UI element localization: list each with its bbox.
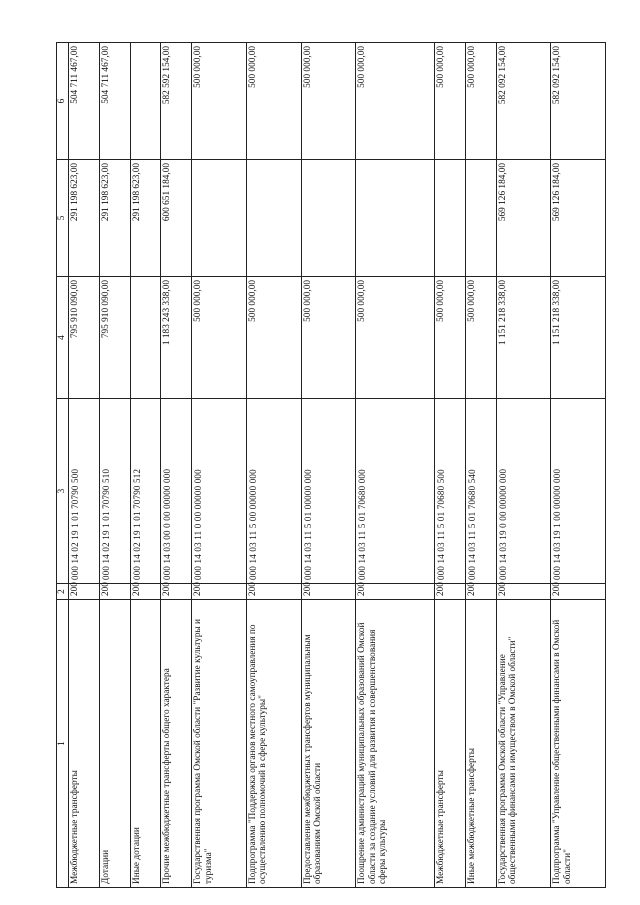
executed-amount: 569 126 184,00 [496,160,551,277]
unexecuted-amount [130,43,161,160]
line-code: 200 [301,584,356,600]
approved-budget: 1 151 218 338,00 [496,277,551,399]
row-name: Подпрограмма "Управление общественными финансами в Омской области" [551,600,606,888]
row-name: Иные дотации [130,600,161,888]
row-name: Предоставление межбюджетных трансфертов муниципальным образованиям Омской области [301,600,356,888]
approved-budget: 1 151 218 338,00 [551,277,606,399]
line-code: 200 [356,584,435,600]
row-name: Иные межбюджетные трансферты [465,600,496,888]
table-row [130,43,161,888]
table-row [161,43,192,888]
column-header-name: 1 [57,600,69,888]
table-row [356,43,435,888]
unexecuted-amount: 500 000,00 [301,43,356,160]
approved-budget: 500 000,00 [301,277,356,399]
classification-code: 000 14 03 19 1 00 00000 000 [551,399,606,584]
budget-table-container [56,43,606,888]
approved-budget: 500 000,00 [192,277,247,399]
executed-amount: 291 198 623,00 [99,160,130,277]
unexecuted-amount: 504 711 467,00 [99,43,130,160]
executed-amount [301,160,356,277]
classification-code: 000 14 03 11 5 01 00000 000 [301,399,356,584]
line-code: 200 [465,584,496,600]
table-row [551,43,606,888]
line-code: 200 [192,584,247,600]
classification-code: 000 14 03 11 5 01 70680 000 [356,399,435,584]
form-label [24,20,40,860]
classification-code: 000 14 03 19 0 00 00000 000 [496,399,551,584]
executed-amount [356,160,435,277]
line-code: 200 [99,584,130,600]
unexecuted-amount: 500 000,00 [192,43,247,160]
executed-amount: 569 126 184,00 [551,160,606,277]
line-code: 200 [551,584,606,600]
executed-amount [434,160,465,277]
approved-budget: 500 000,00 [356,277,435,399]
line-code: 200 [161,584,192,600]
executed-amount: 291 198 623,00 [69,160,100,277]
row-name: Государственная программа Омской области "Управление общественными финансами и имуществом в Омской области" [496,600,551,888]
executed-amount [465,160,496,277]
line-code: 200 [130,584,161,600]
approved-budget: 500 000,00 [465,277,496,399]
line-code: 200 [246,584,301,600]
row-name: Государственная программа Омской области "Развитие культуры и туризма" [192,600,247,888]
classification-code: 000 14 03 11 5 01 70680 500 [434,399,465,584]
column-header-line-code: 2 [57,584,69,600]
unexecuted-amount: 582 092 154,00 [551,43,606,160]
unexecuted-amount: 504 711 467,00 [69,43,100,160]
unexecuted-amount: 500 000,00 [246,43,301,160]
unexecuted-amount: 500 000,00 [434,43,465,160]
row-name: Межбюджетные трансферты [69,600,100,888]
classification-code: 000 14 03 00 0 00 00000 000 [161,399,192,584]
approved-budget: 1 183 243 338,00 [161,277,192,399]
header-row [57,43,69,888]
table-row [246,43,301,888]
row-name: Прочие межбюджетные трансферты общего характера [161,600,192,888]
table-row [301,43,356,888]
row-name: Дотации [99,600,130,888]
column-header-classification-code: 3 [57,399,69,584]
table-row [465,43,496,888]
unexecuted-amount: 582 592 154,00 [161,43,192,160]
classification-code: 000 14 03 11 5 00 00000 000 [246,399,301,584]
classification-code: 000 14 02 19 1 01 70790 510 [99,399,130,584]
row-name: Межбюджетные трансферты [434,600,465,888]
executed-amount: 600 651 184,00 [161,160,192,277]
approved-budget: 500 000,00 [434,277,465,399]
unexecuted-amount: 500 000,00 [465,43,496,160]
table-row [99,43,130,888]
line-code: 200 [434,584,465,600]
approved-budget [130,277,161,399]
table-body [69,43,606,888]
column-header-approved-budget: 4 [57,277,69,399]
unexecuted-amount: 582 092 154,00 [496,43,551,160]
classification-code: 000 14 02 19 1 01 70790 500 [69,399,100,584]
classification-code: 000 14 03 11 0 00 00000 000 [192,399,247,584]
approved-budget: 795 910 090,00 [69,277,100,399]
classification-code: 000 14 02 19 1 01 70790 512 [130,399,161,584]
column-header-unexecuted: 6 [57,43,69,160]
classification-code: 000 14 03 11 5 01 70680 540 [465,399,496,584]
line-code: 200 [496,584,551,600]
budget-table [56,42,606,888]
table-row [192,43,247,888]
unexecuted-amount: 500 000,00 [356,43,435,160]
approved-budget: 795 910 090,00 [99,277,130,399]
approved-budget: 500 000,00 [246,277,301,399]
executed-amount [192,160,247,277]
row-name: Подпрограмма "Поддержка органов местного самоуправления по осуществлению полномочий в сфере культуры" [246,600,301,888]
line-code: 200 [69,584,100,600]
table-row [434,43,465,888]
table-row [496,43,551,888]
table-row [69,43,100,888]
executed-amount: 291 198 623,00 [130,160,161,277]
column-header-executed: 5 [57,160,69,277]
row-name: Поощрение администраций муниципальных образований Омской области за создание условий для развития и совершенствования сферы культуры [356,600,435,888]
executed-amount [246,160,301,277]
